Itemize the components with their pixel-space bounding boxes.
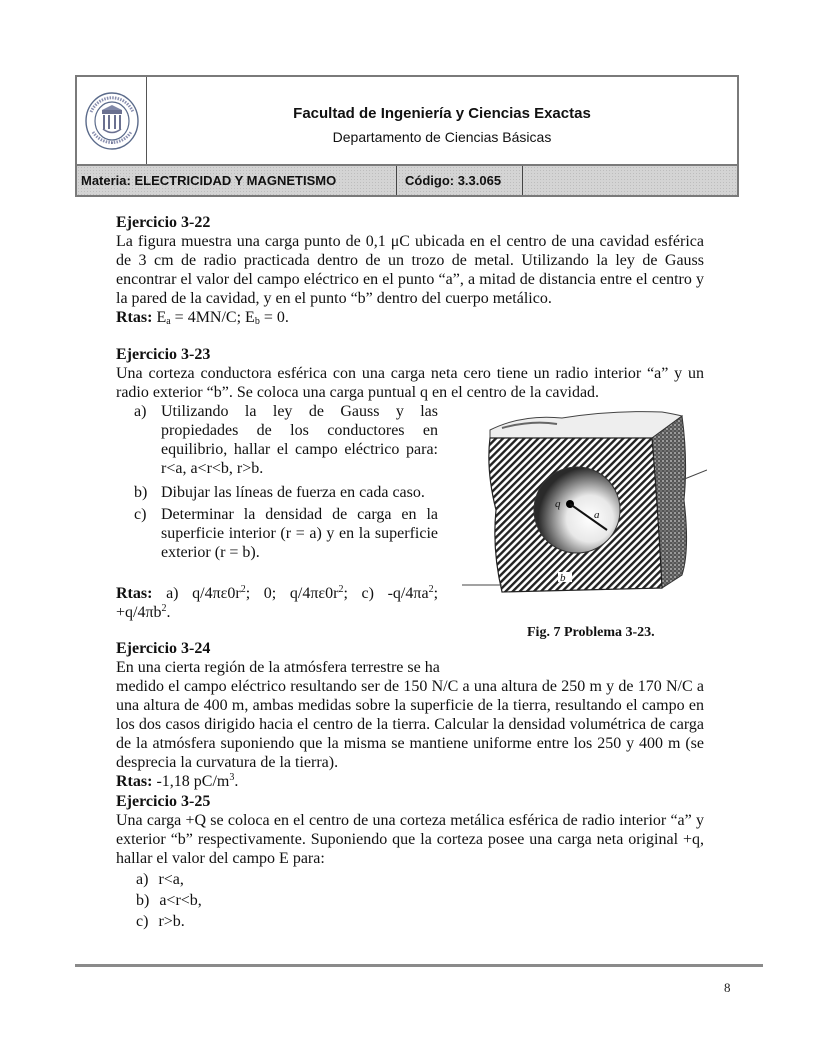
exponent: 3 [229,772,235,783]
answer-label: Rtas: [116,773,153,790]
figure-caption: Fig. 7 Problema 3-23. [527,625,655,640]
svg-text:a: a [594,509,600,521]
answer-symbol: E [156,309,167,326]
list-item-label: b) [134,484,148,501]
answer-part: ; +q/4πb [116,585,439,621]
list-item [136,891,202,910]
answer-end: . [234,773,239,790]
exercise-3-23-items [116,402,438,577]
header-title-row [77,77,737,166]
course-code-cell: Código: 3.3.065 [397,166,523,195]
faculty-title: Facultad de Ingeniería y Ciencias Exactas [293,105,591,122]
exercise-title: Ejercicio 3-25 [116,793,211,810]
svg-text:q: q [555,498,561,510]
answer-symbol: E [245,309,255,326]
exercise-title: Ejercicio 3-23 [116,346,211,363]
answer-label: Rtas: [116,585,153,602]
answer-value: = 4MN/C; [170,309,246,326]
exercise-items [116,870,704,936]
list-item-label: b) [136,892,150,909]
blank-cell [523,166,737,195]
exercise-3-23 [116,345,704,402]
footer-divider [75,964,763,967]
svg-text:b: b [560,572,566,584]
department-subtitle: Departamento de Ciencias Básicas [332,129,552,145]
list-item-text: Utilizando la ley de Gauss y las propiedades de los conductores en equilibrio, hallar el campo eléctrico para: r<a, a<r<b, r>b. [161,403,438,477]
list-item [136,870,184,889]
exercise-title: Ejercicio 3-22 [116,214,211,231]
answer-part: . [166,604,171,621]
answer-part: ; 0; q/4πε0r [245,585,339,602]
list-item-text: Determinar la densidad de carga en la superficie interior (r = a) y en la superficie exterior (r = b). [161,506,438,561]
list-item-label: a) [134,403,147,420]
list-item-text: r>b. [158,913,185,930]
exercise-answer [116,772,704,791]
list-item [136,912,185,931]
exponent: 2 [240,584,246,595]
header-table [75,75,739,197]
logo-cell [77,77,147,164]
list-item-label: c) [136,913,149,930]
list-item-text: r<a, [158,871,184,888]
exercise-body: medido el campo eléctrico resultando ser de 150 N/C a una altura de 250 m y de 170 N/C a una altura de 400 m, ambas medidas sobre la superficie de la tierra, resultando el campo en los dos casos dirigido hacia el centro de la tierra. Calcular la densidad volumétrica de carga de la atmósfera suponiendo que la misma se mantiene uniforme entre los 250 y 400 m (se desprecia la curvatura de la tierra). [116,678,704,771]
answer-value: = 0. [259,309,289,326]
exercise-body: Una corteza conductora esférica con una carga neta cero tiene un radio interior “a” y un radio exterior “b”. Se coloca una carga puntual q en el centro de la cavidad. [116,365,704,401]
answer-part: a) q/4πε0r [152,585,241,602]
answer-part: ; c) -q/4πa [343,585,429,602]
title-cell [147,77,737,164]
exercise-body: La figura muestra una carga punto de 0,1 μC ubicada en el centro de una cavidad esférica de 3 cm de radio practicada dentro de un trozo de metal. Utilizando la ley de Gauss encontrar el valor del campo eléctrico en el punto “a”, a mitad de distancia entre el centro y la pared de la cavidad, y en el punto “b” dentro del cuerpo metálico. [116,233,704,307]
exponent: 2 [161,603,167,614]
exercise-3-24 [116,639,704,791]
list-item-label: c) [134,506,147,523]
answer-subscript: b [254,316,260,327]
page-number: 8 [724,980,731,995]
exponent: 2 [428,584,434,595]
exercise-body: Una carga +Q se coloca en el centro de una corteza metálica esférica de radio interior “a” y exterior “b” respectivamente. Suponiendo que la corteza posee una carga neta original +q, hallar el valor del campo E para: [116,812,704,867]
exercise-3-23-answer [116,584,438,622]
header-info-row [77,166,737,195]
metal-block-cavity-figure [462,400,707,618]
exercise-body-first-line: En una cierta región de la atmósfera terrestre se ha [116,659,440,676]
subject-cell: Materia: ELECTRICIDAD Y MAGNETISMO [77,166,397,195]
list-item-text: a<r<b, [159,892,202,909]
exercise-3-22 [116,213,704,327]
exponent: 2 [338,584,344,595]
exercise-answer [116,308,704,327]
list-item-label: a) [136,871,149,888]
answer-value: -1,18 pC/m [152,773,230,790]
answer-label: Rtas: [116,309,153,326]
exercise-3-25 [116,792,704,936]
university-seal-icon [83,90,141,152]
exercise-title: Ejercicio 3-24 [116,640,211,657]
list-item-text: Dibujar las líneas de fuerza en cada caso. [161,484,425,501]
answer-subscript: a [166,316,171,327]
